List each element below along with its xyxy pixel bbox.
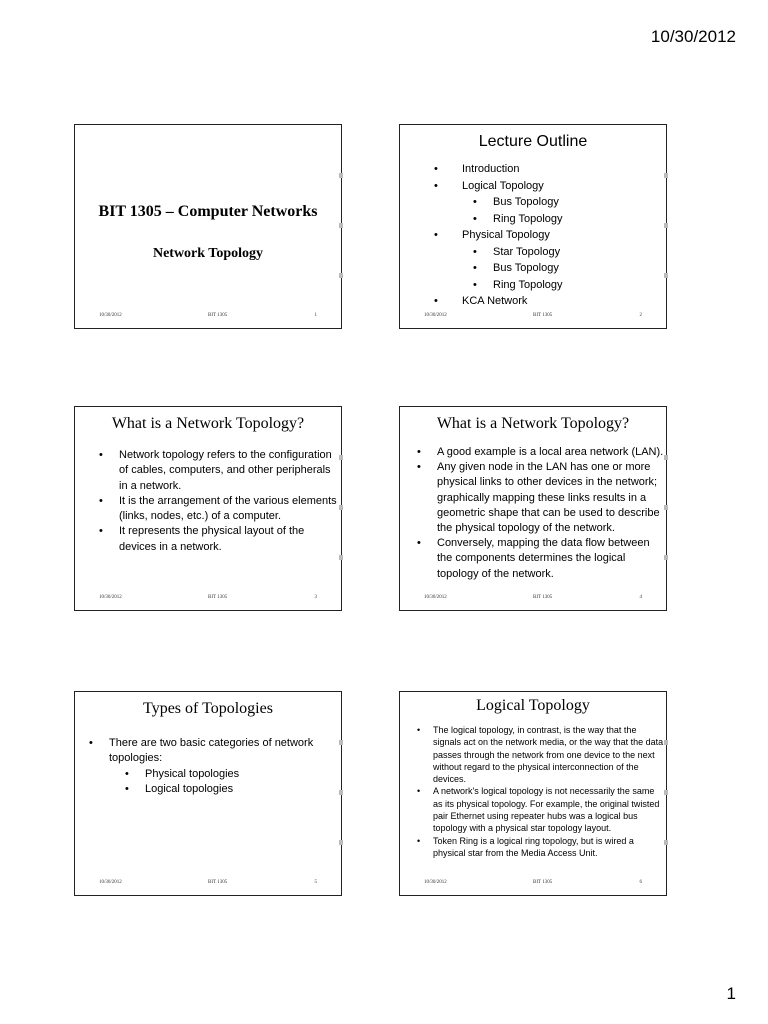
slide-5 bbox=[74, 691, 342, 896]
footer-slide-number: 6 bbox=[639, 880, 642, 885]
slide-title: Types of Topologies bbox=[143, 700, 273, 717]
slide-footer bbox=[400, 880, 666, 888]
list-item: • Ring Topology bbox=[473, 278, 563, 291]
list-item: • A good example is a local area network (LAN). bbox=[417, 446, 664, 458]
slide-title: What is a Network Topology? bbox=[436, 415, 630, 432]
list-item: • Conversely, mapping the data flow between the components determines the logical topology of the network. bbox=[417, 537, 650, 580]
footer-course: BIT 1305 bbox=[533, 880, 553, 885]
footer-date: 10/30/2012 bbox=[99, 313, 122, 318]
footer-course: BIT 1305 bbox=[208, 880, 228, 885]
list-item: • Bus Topology bbox=[473, 196, 559, 208]
slide-title: BIT 1305 – Computer Networks bbox=[98, 203, 318, 220]
slide-4 bbox=[399, 406, 667, 611]
footer-course: BIT 1305 bbox=[208, 595, 228, 600]
slide-6 bbox=[399, 691, 667, 896]
list-item: • Any given node in the LAN has one or more physical links to other devices in the network; graphically mapping these links results in a geometric shape that can be used to describe the physical topology of the network. bbox=[417, 461, 660, 535]
slide-footer bbox=[75, 313, 341, 321]
slide-1 bbox=[74, 124, 342, 329]
footer-slide-number: 2 bbox=[639, 313, 642, 318]
list-item: • Logical Topology bbox=[434, 179, 544, 192]
footer-slide-number: 1 bbox=[314, 313, 317, 318]
slide-title: Logical Topology bbox=[476, 697, 590, 714]
bullet-list bbox=[89, 736, 337, 797]
footer-slide-number: 3 bbox=[314, 595, 317, 600]
bullet-list bbox=[99, 448, 337, 555]
bullet-list bbox=[417, 445, 664, 582]
footer-slide-number: 5 bbox=[314, 880, 317, 885]
footer-course: BIT 1305 bbox=[533, 313, 553, 318]
bullet-list bbox=[417, 724, 665, 859]
list-item: • A network's logical topology is not necessarily the same as its physical topology. For example, the original twisted pair Ethernet using repeater hubs was a logical bus topology with a physical star topology layout. bbox=[417, 786, 660, 834]
list-item: • Star Topology bbox=[473, 245, 561, 258]
footer-date: 10/30/2012 bbox=[99, 595, 122, 600]
list-item: • Physical topologies bbox=[125, 767, 240, 780]
slide-title: What is a Network Topology? bbox=[111, 415, 305, 432]
slide-2 bbox=[399, 124, 667, 329]
slide-3 bbox=[74, 406, 342, 611]
list-item: • Introduction bbox=[434, 163, 520, 175]
footer-date: 10/30/2012 bbox=[99, 880, 122, 885]
slide-title: Lecture Outline bbox=[478, 133, 588, 150]
list-item: • Ring Topology bbox=[473, 212, 563, 225]
list-item: • Network topology refers to the configuration of cables, computers, and other peripherals in a network. bbox=[99, 449, 332, 492]
list-item: • Logical topologies bbox=[125, 782, 234, 795]
slide-subtitle: Network Topology bbox=[152, 246, 264, 261]
list-item: • Physical Topology bbox=[434, 229, 550, 241]
footer-date: 10/30/2012 bbox=[424, 880, 447, 885]
slide-footer bbox=[75, 880, 341, 888]
list-item: • There are two basic categories of network topologies: bbox=[89, 737, 314, 765]
footer-date: 10/30/2012 bbox=[424, 313, 447, 318]
list-item: • It represents the physical layout of the devices in a network. bbox=[99, 525, 305, 553]
footer-slide-number: 4 bbox=[639, 595, 642, 600]
list-item: • Token Ring is a logical ring topology, but is wired a physical star from the Media Access Unit. bbox=[417, 835, 634, 858]
list-item: • KCA Network bbox=[434, 295, 528, 307]
footer-date: 10/30/2012 bbox=[424, 595, 447, 600]
slide-footer bbox=[75, 595, 341, 603]
page-date: 10/30/2012 bbox=[650, 27, 736, 46]
footer-course: BIT 1305 bbox=[208, 313, 228, 318]
page-number: 1 bbox=[726, 984, 736, 1003]
list-item: • It is the arrangement of the various elements (links, nodes, etc.) of a computer. bbox=[99, 494, 337, 523]
slide-footer bbox=[400, 313, 666, 321]
outline-list bbox=[434, 161, 563, 310]
footer-course: BIT 1305 bbox=[533, 595, 553, 600]
list-item: • Bus Topology bbox=[473, 262, 559, 274]
list-item: • The logical topology, in contrast, is the way that the signals act on the network media, or the way that the data passes through the network from one device to the next without regard to the physical interconnection of the devices. bbox=[417, 725, 664, 785]
slide-footer bbox=[400, 595, 666, 603]
